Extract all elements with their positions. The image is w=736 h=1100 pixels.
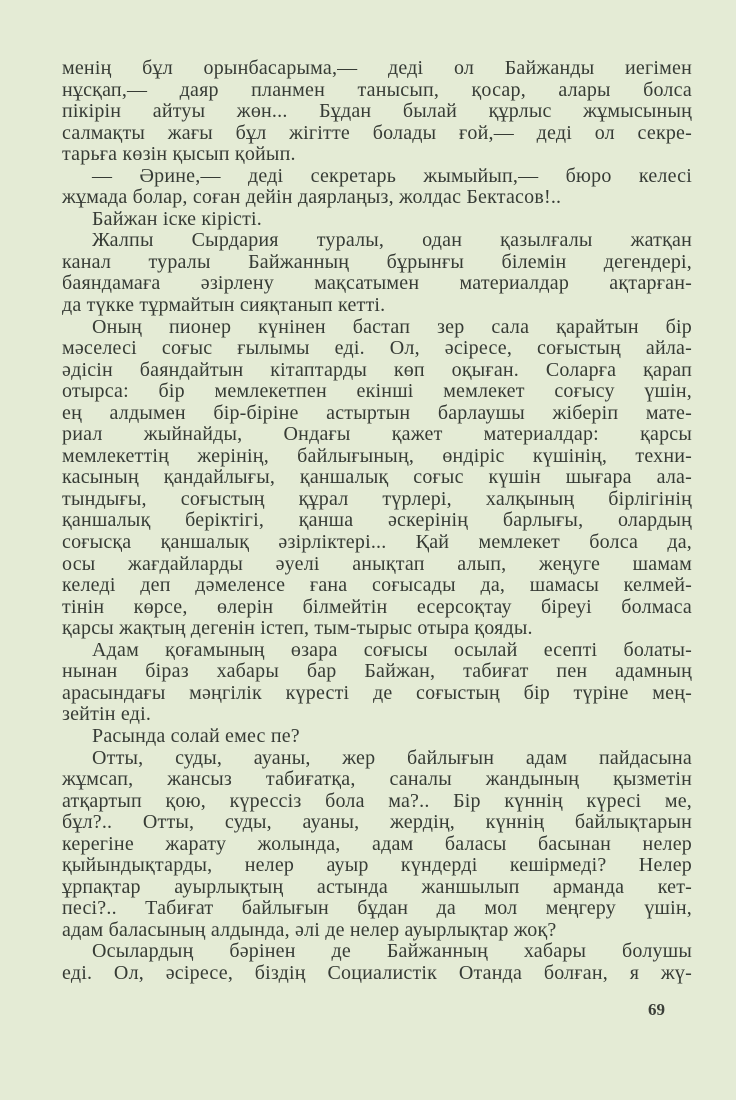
text-line: тарьға көзін қысып қойып. xyxy=(62,143,296,166)
text-line: еді. Ол, әсіресе, біздің Социалистік Отанда болған, я жү- xyxy=(62,961,692,984)
text-line: Оның пионер күнінен бастап зер сала қарайтын бір xyxy=(92,315,692,338)
text-line: Байжан іске кірісті. xyxy=(92,207,262,230)
text-line: пікірін айтуы жөн... Бұдан былай құрлыс жұмысының xyxy=(62,100,692,123)
text-line: Осылардың бәрінен де Байжанның хабары болушы xyxy=(92,940,692,963)
text-line: баяндамаға әзірлену мақсатымен материалдар ақтарған- xyxy=(62,272,692,295)
text-line: песі?.. Табиғат байлығын бұдан да мол меңгеру үшін, xyxy=(62,897,692,920)
text-line: соғысқа қаншалық әзірліктері... Қай мемлекет болса да, xyxy=(62,531,692,554)
text-line: отырса: бір мемлекетпен екінші мемлекет соғысу үшін, xyxy=(62,380,692,403)
paragraph xyxy=(62,317,692,640)
text-line: зейтін еді. xyxy=(62,703,152,726)
text-line: мемлекеттің жерінің, байлығының, өндіріс күшінің, техни- xyxy=(62,444,692,467)
text-line: Отты, суды, ауаны, жер байлығын адам пайдасына xyxy=(92,746,692,769)
page-number: 69 xyxy=(648,1000,665,1019)
text-line: тінін көрсе, өлерін білмейтін есерсоқтау біреуі болмаса xyxy=(62,595,692,618)
paragraph xyxy=(62,640,692,726)
text-line: Адам қоғамының өзара соғысы осылай есепті болаты- xyxy=(92,638,692,661)
text-line: нұсқап,— даяр планмен танысып, қосар, алары болса xyxy=(62,78,692,101)
text-line: тындығы, соғыстың құрал түрлері, халқының бірлігінің xyxy=(62,487,692,510)
text-line: риал жыйнайды, Ондағы қажет материалдар: қарсы xyxy=(62,423,692,446)
page-body-text xyxy=(62,58,692,985)
text-line: қарсы жақтың дегенін істеп, тым-тырыс отыра қояды. xyxy=(62,617,533,640)
text-line: Расында солай емес пе? xyxy=(92,724,300,747)
text-line: ең алдымен бір-біріне астыртын барлаушы жіберіп мате- xyxy=(62,401,692,424)
text-line: Жалпы Сырдария туралы, одан қазылғалы жатқан xyxy=(92,229,692,252)
text-line: арасындағы мәңгілік күресті де соғыстың бір түріне мең- xyxy=(62,681,692,704)
paragraph xyxy=(62,941,692,984)
paragraph xyxy=(62,748,692,942)
text-line: салмақты жағы бұл жігітте болады ғой,— деді ол секре- xyxy=(62,121,692,144)
text-line: касының қандайлығы, қаншалық соғыс күшін шығара ала- xyxy=(62,466,692,489)
text-line: қаншалық беріктігі, қанша әскерінің барлығы, олардың xyxy=(62,509,692,532)
text-line: әдісін баяндайтын кітаптарды көп оқыған. Соларға қарап xyxy=(62,358,692,381)
paragraph xyxy=(62,726,692,748)
paragraph xyxy=(62,166,692,209)
text-line: жұмада болар, соған дейін даярлаңыз, жолдас Бектасов!.. xyxy=(62,186,562,209)
text-line: атқартып қою, күрессіз бола ма?.. Бір күннің күресі ме, xyxy=(62,789,692,812)
text-line: жұмсап, жансыз табиғатқа, саналы жандының қызметін xyxy=(62,768,692,791)
text-line: да түкке тұрмайтын сияқтанып кетті. xyxy=(62,294,386,317)
text-line: менің бұл орынбасарыма,— деді ол Байжанды иегімен xyxy=(62,57,692,79)
text-line: ұрпақтар ауырлықтың астында жаншылып арманда кет- xyxy=(62,875,692,898)
text-line: мәселесі соғыс ғылымы еді. Ол, әсіресе, соғыстың айла- xyxy=(62,337,692,360)
text-line: бұл?.. Отты, суды, ауаны, жердің, күннің байлықтарын xyxy=(62,811,692,834)
paragraph xyxy=(62,209,692,231)
text-line: нынан біраз хабары бар Байжан, табиғат пен адамның xyxy=(62,660,692,683)
text-line: керегіне жарату жолында, адам баласы басынан нелер xyxy=(62,832,692,855)
text-line: — Әрине,— деді секретарь жымыйып,— бюро келесі xyxy=(92,164,692,187)
text-line: қыйындықтарды, нелер ауыр күндерді кешірмеді? Нелер xyxy=(62,854,692,877)
text-line: адам баласының алдында, әлі де нелер ауырлықтар жоқ? xyxy=(62,918,557,941)
text-line: осы жағдайларды әуелі анықтап алып, жеңуге шамам xyxy=(62,552,692,575)
paragraph xyxy=(62,58,692,166)
text-line: канал туралы Байжанның бұрынғы білемін дегендері, xyxy=(62,250,692,273)
paragraph xyxy=(62,230,692,316)
text-line: келеді деп дәмеленсе ғана соғысады да, шамасы келмей- xyxy=(62,574,692,597)
